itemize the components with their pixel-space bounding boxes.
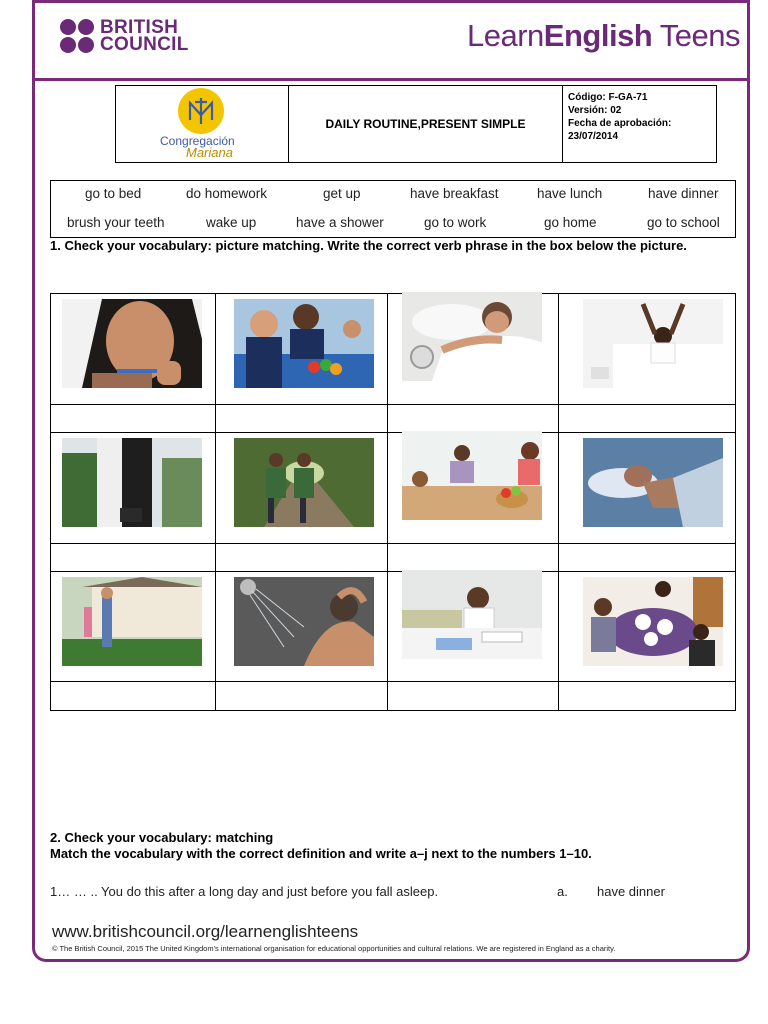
photo-man-sleeping [583, 438, 723, 527]
exercise2-instruction: Match the vocabulary with the correct definition and write a–j next to the numbers 1–10. [50, 846, 592, 861]
brand-english: English [543, 18, 653, 53]
exercise2-option-letter: a. [557, 884, 568, 899]
photo-family-dinner [583, 577, 723, 666]
photo-man-going-to-work [62, 438, 202, 527]
footer-url: www.britishcouncil.org/learnenglishteens [52, 922, 359, 941]
document-meta [563, 86, 716, 162]
vocab-item: go to work [424, 215, 487, 230]
exercise2-title: 2. Check your vocabulary: matching [50, 830, 274, 845]
photo-man-in-shower [234, 577, 374, 666]
exercise2-item-1: 1… … .. You do this after a long day and just before you fall asleep. [50, 884, 439, 899]
congregacion-emblem-icon [178, 88, 224, 134]
doc-approval-label: Fecha de aprobación: [568, 118, 672, 129]
vocab-item: get up [323, 186, 361, 201]
vocab-item: have dinner [648, 186, 719, 201]
vocab-item: have breakfast [410, 186, 499, 201]
photo-family-breakfast [402, 431, 542, 520]
british-council-logo [60, 19, 189, 53]
photo-family-coming-home [62, 577, 202, 666]
vocab-item: go to bed [85, 186, 142, 201]
header-separator [32, 78, 750, 81]
photo-woman-stretching-in-bed [583, 299, 723, 388]
photo-man-alarm-clock [402, 292, 542, 381]
school-name-line2: Mariana [186, 145, 233, 160]
brand-teens: Teens [652, 18, 741, 53]
vocab-item: go home [544, 215, 597, 230]
doc-approval-date: 23/07/2014 [568, 131, 619, 142]
bc-dots-icon [60, 19, 94, 53]
exercise2-option-text: have dinner [597, 884, 665, 899]
learnenglish-teens-logo [467, 18, 740, 54]
bc-logo-line2: COUNCIL [100, 34, 189, 55]
photo-kids-eating-lunch [234, 299, 374, 388]
doc-version: Versión: 02 [568, 105, 622, 116]
vocab-item: have lunch [537, 186, 603, 201]
vocab-item: have a shower [296, 215, 384, 230]
vocab-item: go to school [647, 215, 720, 230]
school-logo-cell [116, 86, 289, 162]
bc-logo-line1: BRITISH [100, 17, 179, 38]
photo-girl-doing-homework [402, 570, 542, 659]
school-name-line1: Congregación [160, 134, 235, 148]
picture-matching-table [50, 293, 736, 711]
footer-copyright: © The British Council, 2015 The United Kingdom's international organisation for educational opportunities and cultural relations. We are registered in England as a charity. [52, 944, 616, 953]
vocab-item: do homework [186, 186, 268, 201]
brand-learn: Learn [467, 18, 544, 53]
vocab-item: wake up [206, 215, 257, 230]
document-info-table [115, 85, 717, 163]
exercise2-heading [50, 830, 592, 862]
photo-girl-brushing-teeth [62, 299, 202, 388]
vocab-item: brush your teeth [67, 215, 165, 230]
exercise1-instruction: 1. Check your vocabulary: picture matching. Write the correct verb phrase in the box below the picture. [50, 238, 687, 253]
vocabulary-box [50, 180, 736, 238]
photo-children-walking-to-school [234, 438, 374, 527]
worksheet-title: DAILY ROUTINE,PRESENT SIMPLE [289, 86, 563, 162]
doc-code: Código: F-GA-71 [568, 92, 648, 103]
